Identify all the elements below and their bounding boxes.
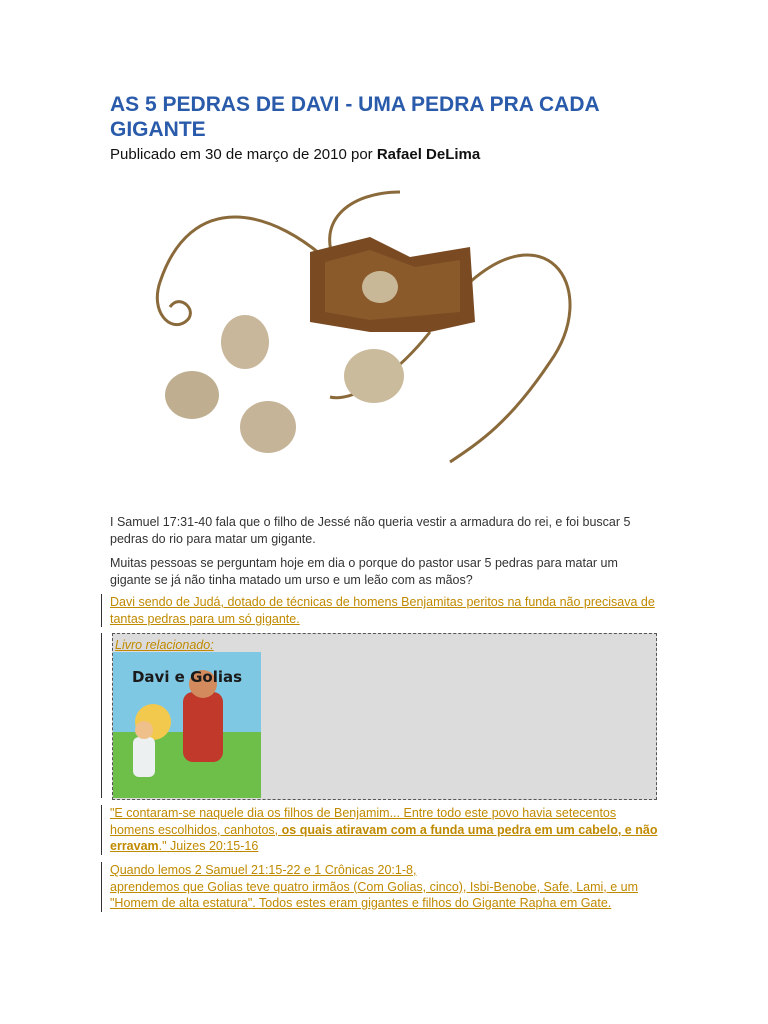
- related-book-box: [112, 633, 657, 800]
- book-cover-image[interactable]: [113, 652, 261, 798]
- paragraph-1: I Samuel 17:31-40 fala que o filho de Jessé não queria vestir a armadura do rei, e foi buscar 5 pedras do rio para matar um gigante.: [110, 515, 631, 546]
- quote-3-line-2[interactable]: aprendemos que Golias teve quatro irmãos (Com Golias, cinco), Isbi-Benobe, Safe, Lami, e um "Homem de alta estatura". Todos estes eram gigantes e filhos do Gigante Rapha em Gate.: [110, 879, 639, 910]
- sling-and-stones-image: [130, 182, 590, 472]
- quote-3-line-1[interactable]: Quando lemos 2 Samuel 21:15-22 e 1 Crônicas 20:1-8,: [110, 863, 417, 877]
- paragraph-2: Muitas pessoas se perguntam hoje em dia o porque do pastor usar 5 pedras para matar um gigante se já não tinha matado um urso e um leão com as mãos?: [110, 556, 618, 587]
- article-title: AS 5 PEDRAS DE DAVI - UMA PEDRA PRA CADA GIGANTE: [110, 93, 599, 141]
- quote-block-3: [101, 862, 658, 912]
- quote-2-text[interactable]: "E contaram-se naquele dia os filhos de Benjamim... Entre todo este povo havia setecentos homens escolhidos, canhotos,: [110, 806, 617, 837]
- quote-block-2: [101, 805, 658, 855]
- related-rule: [101, 633, 102, 798]
- article-byline: [110, 146, 658, 163]
- quote-2-citation[interactable]: ." Juizes 20:15-16: [158, 839, 259, 853]
- quote-block-1: [101, 594, 658, 627]
- byline-date: Publicado em 30 de março de 2010 por: [110, 146, 377, 163]
- quote-1-text[interactable]: Davi sendo de Judá, dotado de técnicas de homens Benjamitas peritos na funda não precisava de tantas pedras para um só gigante.: [110, 595, 655, 626]
- article-header: [110, 92, 658, 163]
- book-cover-title: Davi e Golias: [131, 668, 243, 686]
- related-book-label[interactable]: Livro relacionado:: [115, 638, 214, 652]
- quote-2-bold[interactable]: os quais atiravam com a funda uma pedra em um cabelo, e não erravam: [110, 822, 658, 853]
- author-name[interactable]: Rafael DeLima: [376, 146, 481, 163]
